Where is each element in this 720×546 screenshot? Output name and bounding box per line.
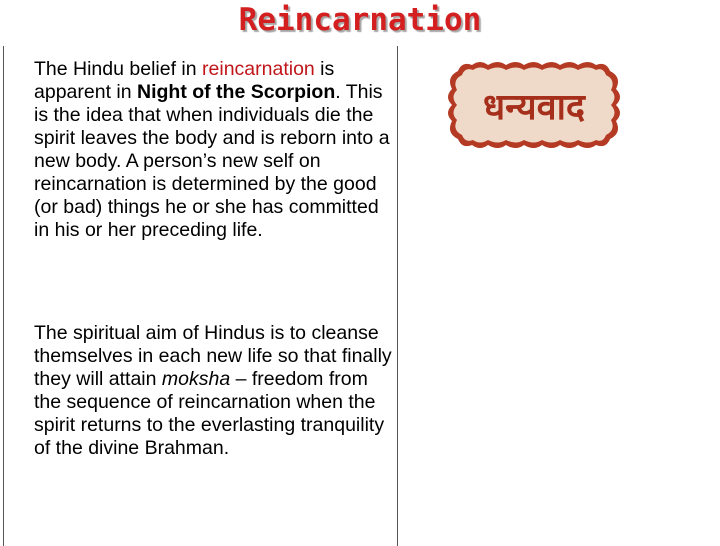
dhanyavad-stamp-logo <box>438 57 628 153</box>
para1-mid: is apparent in <box>34 58 335 103</box>
para2-intro: The spiritual aim of Hindus is to cleanse themselves in each new life so that finally they will attain <box>34 322 392 390</box>
stamp-graphic <box>438 57 628 153</box>
book-title: Night of the Scorpion <box>137 81 336 103</box>
term-reincarnation: reincarnation <box>202 58 315 80</box>
paragraph-reincarnation <box>34 58 394 242</box>
term-moksha: moksha <box>161 368 231 390</box>
para1-intro: The Hindu belief in <box>34 58 203 80</box>
dhanyavad-text: धन्यवाद <box>482 87 586 128</box>
para1-rest: . This is the idea that when individuals die the spirit leaves the body and is reborn into a new body. A person’s new self on reincarnation is determined by the good (or bad) things he or she has committed in his or her preceding life. <box>34 81 390 241</box>
paragraph-moksha <box>34 322 394 460</box>
para2-rest: – freedom from the sequence of reincarnation when the spirit returns to the everlasting tranquility of the divine Brahman. <box>34 368 385 459</box>
slide-title: Reincarnation <box>238 2 482 38</box>
